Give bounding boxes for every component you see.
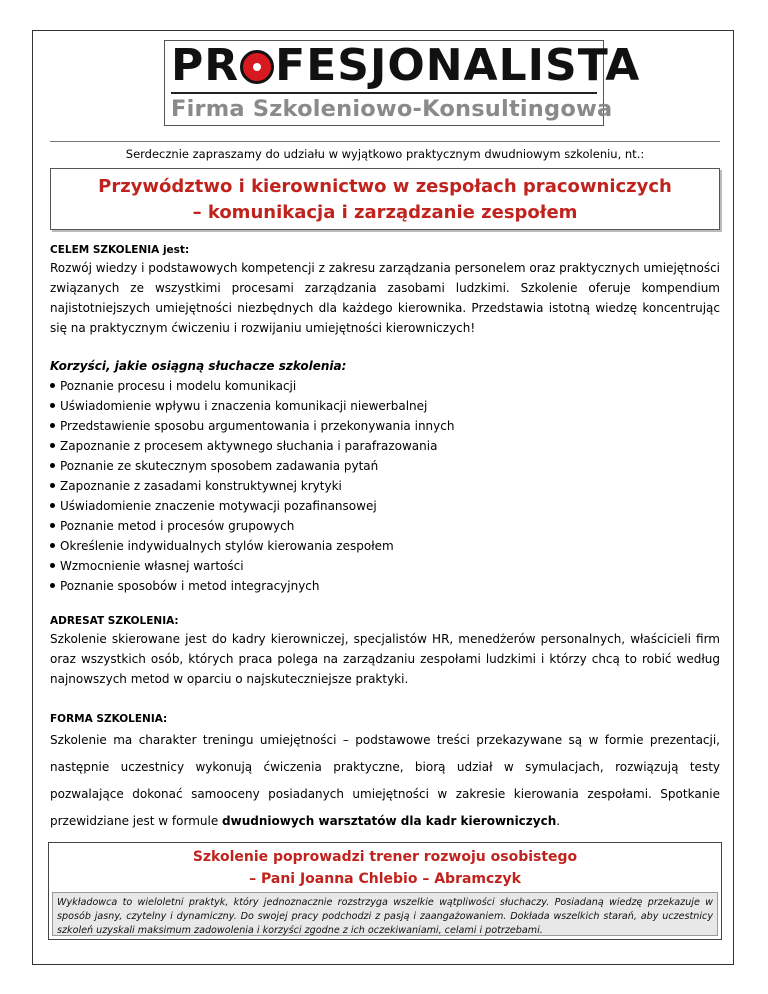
list-item: Poznanie metod i procesów grupowych xyxy=(50,516,720,536)
trainer-heading xyxy=(49,843,721,890)
bullet-icon xyxy=(50,563,55,568)
logo-name-end: FESJONALISTA xyxy=(275,40,641,91)
logo-target-icon xyxy=(240,50,274,84)
logo-name-start: PR xyxy=(171,40,240,91)
bullet-icon xyxy=(50,443,55,448)
list-item: Poznanie ze skutecznym sposobem zadawania pytań xyxy=(50,456,720,476)
bullet-icon xyxy=(50,503,55,508)
logo-subtitle: Firma Szkoleniowo-Konsultingowa xyxy=(171,96,613,122)
goal-label: CELEM SZKOLENIA jest: xyxy=(50,244,190,256)
bullet-icon xyxy=(50,583,55,588)
list-item: Poznanie procesu i modelu komunikacji xyxy=(50,376,720,396)
company-logo xyxy=(164,40,641,126)
training-title-box xyxy=(50,168,720,230)
bullet-icon xyxy=(50,423,55,428)
bullet-icon xyxy=(50,523,55,528)
audience-section xyxy=(50,614,720,689)
list-item: Zapoznanie z zasadami konstruktywnej krytyki xyxy=(50,476,720,496)
benefits-section xyxy=(50,356,720,596)
list-item: Przedstawienie sposobu argumentowania i przekonywania innych xyxy=(50,416,720,436)
goal-text: Rozwój wiedzy i podstawowych kompetencji z zakresu zarządzania personelem oraz praktycznych umiejętności związanych ze wszystkimi procesami zarządzania zasobami ludzkimi. Szkolenie oferuje kompendium najistotniejszych umiejętności niezbędnych dla każdego kierownika. Przedstawia istotną wiedzę koncentrując się na praktycznym ćwiczeniu i rozwijaniu umiejętności kierowniczych! xyxy=(50,261,720,335)
bullet-icon xyxy=(50,463,55,468)
list-item: Zapoznanie z procesem aktywnego słuchania i parafrazowania xyxy=(50,436,720,456)
trainer-line-1: Szkolenie poprowadzi trener rozwoju osobistego xyxy=(192,849,578,865)
bullet-icon xyxy=(50,483,55,488)
header-divider xyxy=(50,141,720,142)
trainer-name: – Pani Joanna Chlebio – Abramczyk xyxy=(249,871,521,887)
form-section xyxy=(50,712,720,835)
benefits-list xyxy=(50,376,720,596)
intro-text: Serdecznie zapraszamy do udziału w wyjątkowo praktycznym dwudniowym szkoleniu, nt.: xyxy=(125,147,645,161)
logo-name xyxy=(171,40,641,91)
list-item: Poznanie sposobów i metod integracyjnych xyxy=(50,576,720,596)
bullet-icon xyxy=(50,383,55,388)
trainer-description: Wykładowca to wieloletni praktyk, który jednoznacznie rozstrzyga wszelkie wątpliwości słuchaczy. Posiadaną wiedzę przekazuje w sposób jasny, czytelny i dynamiczny. Do swojej pracy podchodzi z pasją i zaangażowaniem. Dokłada wszelkich starań, aby uczestnicy szkoleń uzyskali maksimum zadowolenia i korzyści zgodne z ich oczekiwaniami, celami i potrzebami. xyxy=(52,892,718,936)
bullet-icon xyxy=(50,403,55,408)
form-text: Szkolenie ma charakter treningu umiejętności – podstawowe treści przekazywane są w formie prezentacji, następnie uczestnicy wykonują ćwiczenia praktyczne, biorą udział w symulacjach, rozwiązują testy pozwalające dokonać samooceny posiadanych umiejętności w zakresie kierowania zespołami. Spotkanie przewidziane jest w formule dwudniowych warsztatów dla kadr kierowniczych. xyxy=(50,733,720,828)
training-title-line-1: Przywództwo i kierownictwo w zespołach pracowniczych xyxy=(98,176,672,197)
bullet-icon xyxy=(50,543,55,548)
benefits-title: Korzyści, jakie osiągną słuchacze szkolenia: xyxy=(50,359,347,373)
training-title-line-2: – komunikacja i zarządzanie zespołem xyxy=(192,202,578,223)
trainer-box xyxy=(48,842,722,940)
form-label: FORMA SZKOLENIA: xyxy=(50,713,168,725)
list-item: Uświadomienie wpływu i znaczenia komunikacji niewerbalnej xyxy=(50,396,720,416)
goal-section xyxy=(50,243,720,338)
audience-label: ADRESAT SZKOLENIA: xyxy=(50,615,179,627)
form-highlight: dwudniowych warsztatów dla kadr kierowniczych xyxy=(222,814,557,828)
list-item: Wzmocnienie własnej wartości xyxy=(50,556,720,576)
list-item: Określenie indywidualnych stylów kierowania zespołem xyxy=(50,536,720,556)
list-item: Uświadomienie znaczenie motywacji pozafinansowej xyxy=(50,496,720,516)
audience-text: Szkolenie skierowane jest do kadry kierowniczej, specjalistów HR, menedżerów personalnych, właścicieli firm oraz wszystkich osób, których praca polega na zarządzaniu zespołami ludzkimi i którzy chcą to robić według najnowszych metod w oparciu o najskuteczniejsze praktyki. xyxy=(50,632,720,686)
